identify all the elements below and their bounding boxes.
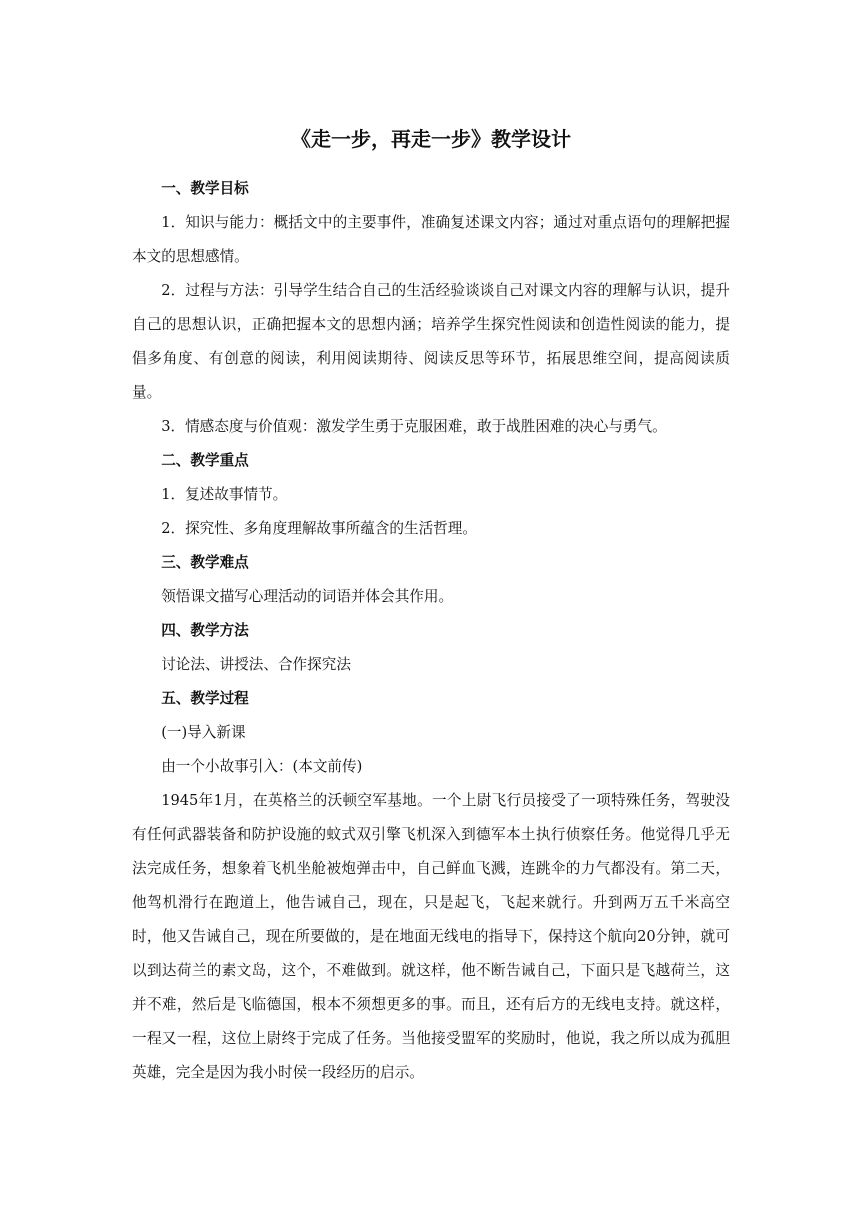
key-point-item: 1．复述故事情节。 xyxy=(161,486,288,503)
section-heading-objectives: 一、教学目标 xyxy=(161,180,249,197)
section-heading-difficulties: 三、教学难点 xyxy=(161,554,249,571)
document-title: 《走一步，再走一步》教学设计 xyxy=(291,127,571,151)
methods-text: 讨论法、讲授法、合作探究法 xyxy=(161,656,351,673)
objective-item: 3．情感态度与价值观：激发学生勇于克服困难，敢于战胜困难的决心与勇气。 xyxy=(161,418,667,435)
section-heading-methods: 四、教学方法 xyxy=(161,622,249,639)
intro-text: 由一个小故事引入：(本文前传) xyxy=(161,758,363,775)
section-heading-key-points: 二、教学重点 xyxy=(161,452,249,469)
subsection-heading: (一)导入新课 xyxy=(161,724,246,741)
key-point-item: 2．探究性、多角度理解故事所蕴含的生活哲理。 xyxy=(161,520,477,537)
document-body xyxy=(132,124,730,1090)
objective-item: 1．知识与能力：概括文中的主要事件，准确复述课文内容；通过对重点语句的理解把握本文的思想感情。 xyxy=(132,214,730,265)
section-heading-process: 五、教学过程 xyxy=(161,690,249,707)
objective-item: 2．过程与方法：引导学生结合自己的生活经验谈谈自己对课文内容的理解与认识，提升自己的思想认识，正确把握本文的思想内涵；培养学生探究性阅读和创造性阅读的能力，提倡多角度、有创意的阅读，利用阅读期待、阅读反思等环节，拓展思维空间，提高阅读质量。 xyxy=(132,282,730,401)
story-paragraph: 1945年1月，在英格兰的沃顿空军基地。一个上尉飞行员接受了一项特殊任务，驾驶没有任何武器装备和防护设施的蚊式双引擎飞机深入到德军本土执行侦察任务。他觉得几乎无法完成任务，想象着飞机坐舱被炮弹击中，自己鲜血飞溅，连跳伞的力气都没有。第二天，他驾机滑行在跑道上，他告诫自己，现在，只是起飞，飞起来就行。升到两万五千米高空时，他又告诫自己，现在所要做的，是在地面无线电的指导下，保持这个航向20分钟，就可以到达荷兰的素文岛，这个，不难做到。就这样，他不断告诫自己，下面只是飞越荷兰，这并不难，然后是飞临德国，根本不须想更多的事。而且，还有后方的无线电支持。就这样，一程又一程，这位上尉终于完成了任务。当他接受盟军的奖励时，他说，我之所以成为孤胆英雄，完全是因为我小时侯一段经历的启示。 xyxy=(132,792,730,1081)
difficulty-text: 领悟课文描写心理活动的词语并体会其作用。 xyxy=(161,588,454,605)
